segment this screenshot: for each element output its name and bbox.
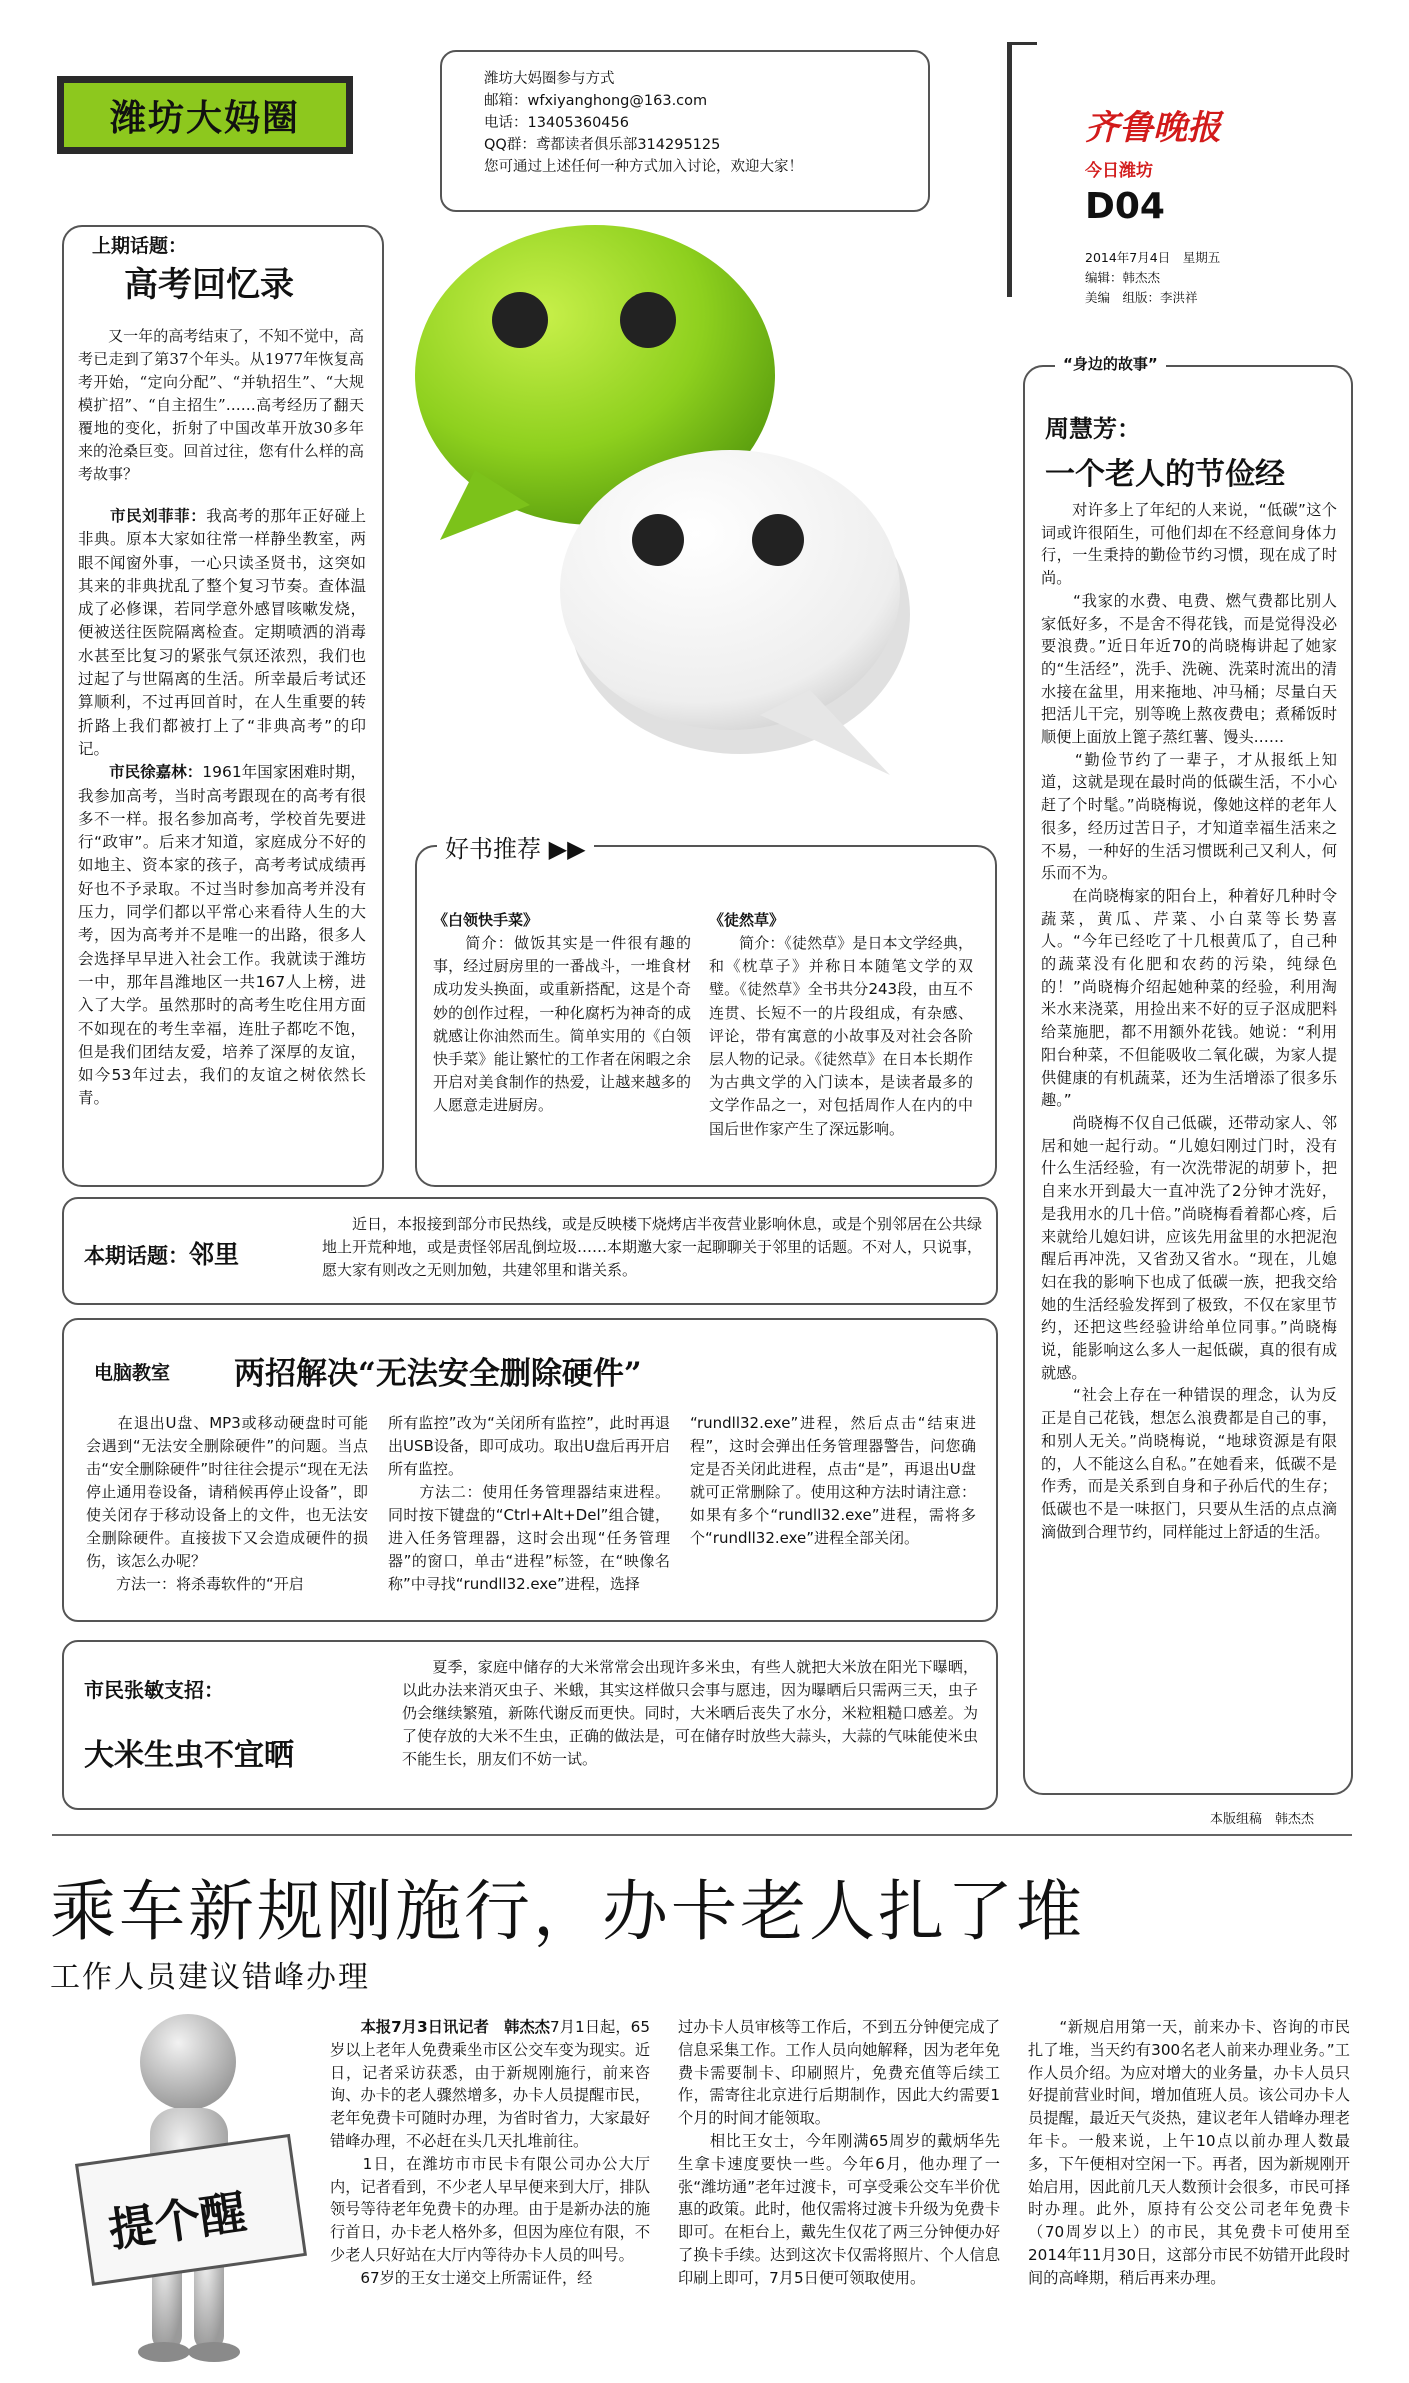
citizen-name-1: 市民刘菲菲： xyxy=(78,507,207,525)
this-topic-heading xyxy=(84,1235,239,1271)
book-2-title: 《徒然草》 xyxy=(709,911,785,929)
story-text: 对许多上了年纪的人来说，“低碳”这个词或许很陌生，可他们却在不经意间身体力行，一生秉持的勤俭节约习惯，现在成了时尚。 “我家的水费、电费、燃气费都比别人家低好多，不是舍不得花钱，而是觉得没必要浪费。”近日年近70的尚晓梅讲起了她家的“生活经”，洗手、洗碗、洗菜时流出的清水接在盆里，用来拖地、冲马桶；尽量白天把活儿干完，别等晚上熬夜费电；煮稀饭时顺便上面放上篦子蒸红薯、馒头…… “勤俭节约了一辈子，才从报纸上知道，这就是现在最时尚的低碳生活，不小心赶了个时髦。”尚晓梅说，像她这样的老年人很多，经历过苦日子，才知道幸福生活来之不易，一种好的生活习惯既利己又利人，何乐而不为。 在尚晓梅家的阳台上，种着好几种时令蔬菜，黄瓜、芹菜、小白菜等长势喜人。“今年已经吃了十几根黄瓜了，自己种的蔬菜没有化肥和农药的污染，纯绿色的！”尚晓梅介绍起她种菜的经验，利用淘米水来浇菜，用捡出来不好的豆子沤成肥料给菜施肥，都不用额外花钱。她说：“利用阳台种菜，不但能吸收二氧化碳，为家人提供健康的有机蔬菜，还为生活增添了很多乐趣。” 尚晓梅不仅自己低碳，还带动家人、邻居和她一起行动。“儿媳妇刚过门时，没有什么生活经验，有一次洗带泥的胡萝卜，把自来水开到最大一直冲洗了2分钟才洗好，是我用水的几十倍。”尚晓梅看着都心疼，后来就给儿媳妇讲，应该先用盆里的水把泥泡醒后再冲洗，又省劲又省水。“现在，儿媳妇在我的影响下也成了低碳一族，把我交给她的生活经验发挥到了极致，不仅在家里节约，还把这些经验讲给单位同事。”尚晓梅说，能影响这么多人一起低碳，真的很有成就感。 “社会上存在一种错误的理念，认为反正是自己花钱，想怎么浪费都是自己的事，和别人无关。”尚晓梅说，“地球资源是有限的，人不能这么自私。”在她看来，低碳不是作秀，而是关系到自身和子孙后代的生存；低碳也不是一味抠门，只要从生活的点点滴滴做到合理节约，同样能过上舒适的生活。 xyxy=(1041,501,1337,1541)
book-1-text: 简介：做饭其实是一件很有趣的事，经过厨房里的一番战斗，一堆食材成功发头换面，或重新搭配，这是个奇妙的创作过程，一种化腐朽为神奇的成就感让你油然而生。简单实用的《白领快手菜》能让繁忙的工作者在闲暇之余开启对美食制作的热爱，让越来越多的人愿意走进厨房。 xyxy=(433,934,691,1115)
chat-bubbles-illustration xyxy=(380,220,995,860)
masthead-rule-vertical xyxy=(1007,42,1012,297)
news-rule-top xyxy=(52,1834,1352,1836)
white-bubble-icon xyxy=(560,450,910,775)
citizen-story-2: 1961年国家困难时期，我参加高考，当时高考跟现在的高考有很多不一样。报名参加高考，学校首先要进行“政审”。后来才知道，家庭成分不好的如地主、资本家的孩子，高考考试成绩再好也不予录取。不过当时参加高考并没有压力，同学们都以平常心来看待人生的大考，因为高考并不是唯一的出路，很多人会选择早早进入社会工作。我就读于潍坊一中，那年昌潍地区一共167人上榜，进入了大学。虽然那时的高考生吃住用方面不如现在的考生幸福，连肚子都吃不饱，但是我们团结友爱，培养了深厚的友谊，如今53年过去，我们的友谊之树依然长青。 xyxy=(78,763,366,1108)
reminder-badge-text: 提个醒 xyxy=(105,2184,250,2258)
last-topic-kicker: 上期话题： xyxy=(88,231,191,258)
last-topic-box xyxy=(62,225,384,1187)
news-headline: 乘车新规刚施行，办卡老人扎了堆 xyxy=(50,1873,1085,1950)
page-credit: 本版组稿 韩杰杰 xyxy=(1210,1812,1315,1827)
book-1 xyxy=(433,909,691,1118)
arrow-right-icon: ▶▶ xyxy=(541,835,586,863)
last-topic-intro: 又一年的高考结束了，不知不觉中，高考已走到了第37个年头。从1977年恢复高考开始，“定向分配”、“并轨招生”、“大规模扩招”、“自主招生”……高考经历了翻天覆地的变化，折射了中国改革开放30多年来的沧桑巨变。回首过往，您有什么样的高考故事？ xyxy=(78,327,364,483)
masthead-rule-top xyxy=(1007,42,1037,45)
this-topic-text: 近日，本报接到部分市民热线，或是反映楼下烧烤店半夜营业影响休息，或是个别邻居在公共绿地上开荒种地，或是责怪邻居乱倒垃圾……本期邀大家一起聊聊关于邻里的话题。不对人，只说事，愿大家有则改之无则加勉，共建邻里和谐关系。 xyxy=(322,1215,983,1279)
last-topic-body xyxy=(78,505,366,1111)
citizen-story-1: 我高考的那年正好碰上非典。原本大家如往常一样静坐教室，两眼不闻窗外事，一心只读圣贤书，这突如其来的非典扰乱了整个复习节奏。查体温成了必修课，若同学意外感冒咳嗽发烧，便被送往医院隔离检查。定期喷洒的消毒水甚至比复习的紧张气氛还浓烈，我们也过起了与世隔离的生活。所幸最后考试还算顺利，不过再回首时，在人生重要的转折路上我们都被打上了“非典高考”的印记。 xyxy=(78,507,366,758)
computer-kicker: 电脑教室 xyxy=(94,1362,171,1384)
computer-title: 两招解决“无法安全删除硬件” xyxy=(234,1356,642,1392)
book-recommend-header xyxy=(437,829,594,864)
last-topic-title: 高考回忆录 xyxy=(124,265,294,305)
page-number: D04 xyxy=(1085,186,1165,227)
contact-qq: QQ群：鸢都读者俱乐部314295125 xyxy=(484,137,721,153)
computer-col-2: 所有监控”改为“关闭所有监控”，此时再退出USB设备，即可成功。取出U盘后再开启所有监控。 方法二：使用任务管理器结束进程。同时按下键盘的“Ctrl+Alt+Del”组合键，进入任务管理器，这时会出现“任务管理器”的窗口，单击“进程”标签，在“映像名称”中寻找“rundll32.exe”进程，选择 xyxy=(388,1414,670,1593)
contact-box xyxy=(440,50,930,212)
story-title: 一个老人的节俭经 xyxy=(1045,457,1285,492)
column-name: 潍坊大妈圈 xyxy=(109,97,300,139)
book-1-title: 《白领快手菜》 xyxy=(433,911,539,929)
computer-tips-box xyxy=(62,1318,998,1622)
masthead-editor: 编辑：韩杰杰 xyxy=(1085,270,1161,285)
book-recommend-title: 好书推荐 xyxy=(445,835,541,863)
computer-col-3: “rundll32.exe”进程，然后点击“结束进程”，这时会弹出任务管理器警告，问您确定是否关闭此进程，点击“是”，再退出U盘就可正常删除了。使用这种方法时请注意：如果有多个“rundll32.exe”进程，需将多个“rundll32.exe”进程全部关闭。 xyxy=(690,1414,976,1547)
news-subhead: 工作人员建议错峰办理 xyxy=(50,1960,370,1995)
this-topic-box xyxy=(62,1197,998,1305)
masthead-paper: 齐鲁晚报 xyxy=(1085,108,1221,148)
book-recommend-box xyxy=(415,835,997,1187)
news-col-1 xyxy=(330,2016,650,2290)
column-name-inner xyxy=(64,83,346,147)
story-kicker: “身边的故事” xyxy=(1055,353,1166,374)
citizen-name-2: 市民徐嘉林： xyxy=(78,763,203,782)
book-2-text: 简介：《徒然草》是日本文学经典，和《枕草子》并称日本随笔文学的双璧。《徒然草》全书共分243段，由互不连贯、长短不一的片段组成，有杂感、评论，带有寓意的小故事及对社会各阶层人物的记录。《徒然草》在日本长期作为古典文学的入门读本，是读者最多的文学作品之一，对包括周作人在内的中国后世作家产生了深远影响。 xyxy=(709,934,973,1138)
contact-title: 潍坊大妈圈参与方式 xyxy=(484,71,615,87)
book-2 xyxy=(709,909,973,1141)
masthead-date: 2014年7月4日 星期五 xyxy=(1085,250,1221,265)
contact-email: 邮箱：wfxiyanghong@163.com xyxy=(484,93,708,109)
rice-kicker: 市民张敏支招： xyxy=(84,1678,224,1702)
news-col-1-text: 7月1日起，65岁以上老年人免费乘坐市区公交车变为现实。近日，记者采访获悉，由于新规刚施行，前来咨询、办卡的老人骤然增多，办卡人员提醒市民，老年免费卡可随时办理，为省时省力，大家最好错峰办理，不必赶在头几天扎堆前往。 1日，在潍坊市市民卡有限公司办公大厅内，记者看到，不少老人早早便来到大厅，排队领号等待老年免费卡的办理。由于是新办法的施行首日，办卡老人格外多，但因为座位有限，不少老人只好站在大厅内等待办卡人员的叫号。 67岁的王女士递交上所需证件，经 xyxy=(330,2018,650,2287)
masthead-designer: 美编 组版：李洪祥 xyxy=(1085,290,1198,305)
masthead-section: 今日潍坊 xyxy=(1085,161,1153,181)
story-box xyxy=(1023,355,1353,1795)
this-topic-title: 邻里 xyxy=(189,1240,240,1269)
story-author: 周慧芳： xyxy=(1045,415,1141,443)
rice-tip-box xyxy=(62,1640,998,1810)
news-col-3: “新规启用第一天，前来办卡、咨询的市民扎了堆，当天约有300名老人前来办理业务。”工作人员介绍。为应对增大的业务量，办卡人员只好提前营业时间，增加值班人员。该公司办卡人员提醒，最近天气炎热，建议老年人错峰办理老年卡。一般来说，上午10点以前办理人数最多，下午便相对空闲一下。再者，因为新规刚开始启用，因此前几天人数预计会很多，市民可择时办理。此外，原持有公交公司老年免费卡（70周岁以上）的市民，其免费卡可使用至2014年11月30日，这部分市民不妨错开此段时间的高峰期，稍后再来办理。 xyxy=(1028,2018,1350,2287)
contact-note: 您可通过上述任何一种方式加入讨论，欢迎大家！ xyxy=(484,159,803,175)
news-dateline: 本报7月3日讯记者 韩杰杰 xyxy=(330,2018,551,2036)
computer-col-1: 在退出U盘、MP3或移动硬盘时可能会遇到“无法安全删除硬件”的问题。当点击“安全删除硬件”时往往会提示“现在无法停止通用卷设备，请稍候再停止设备”，即使关闭存于移动设备上的文件，也无法安全删除硬件。直接拔下又会造成硬件的损伤，该怎么办呢？ 方法一：将杀毒软件的“开启 xyxy=(86,1414,368,1593)
news-col-2: 过办卡人员审核等工作后，不到五分钟便完成了信息采集工作。工作人员向她解释，因为老年免费卡需要制卡、印刷照片，免费充值等后续工作，需寄往北京进行后期制作，因此大约需要1个月的时间才能领取。 相比王女士，今年刚满65周岁的戴炳华先生拿卡速度要快一些。今年6月，他办理了一张“潍坊通”老年过渡卡，可享受乘公交车半价优惠的政策。此时，他仅需将过渡卡升级为免费卡即可。在柜台上，戴先生仅花了两三分钟便办好了换卡手续。达到这次卡仅需将照片、个人信息印刷上即可，7月5日便可领取使用。 xyxy=(678,2018,1000,2287)
rice-text: 夏季，家庭中储存的大米常常会出现许多米虫，有些人就把大米放在阳光下曝晒，以此办法来消灭虫子、米蛾，其实这样做只会事与愿违，因为曝晒后只需两三天，虫子仍会继续繁殖，新陈代谢反而更快。同时，大米晒后丧失了水分，米粒粗糙口感差。为了使存放的大米不生虫，正确的做法是，可在储存时放些大蒜头，大蒜的气味能使米虫不能生长，朋友们不妨一试。 xyxy=(402,1658,978,1768)
contact-phone: 电话：13405360456 xyxy=(484,115,629,131)
rice-title: 大米生虫不宜晒 xyxy=(84,1738,294,1773)
this-topic-kicker: 本期话题： xyxy=(84,1244,189,1268)
